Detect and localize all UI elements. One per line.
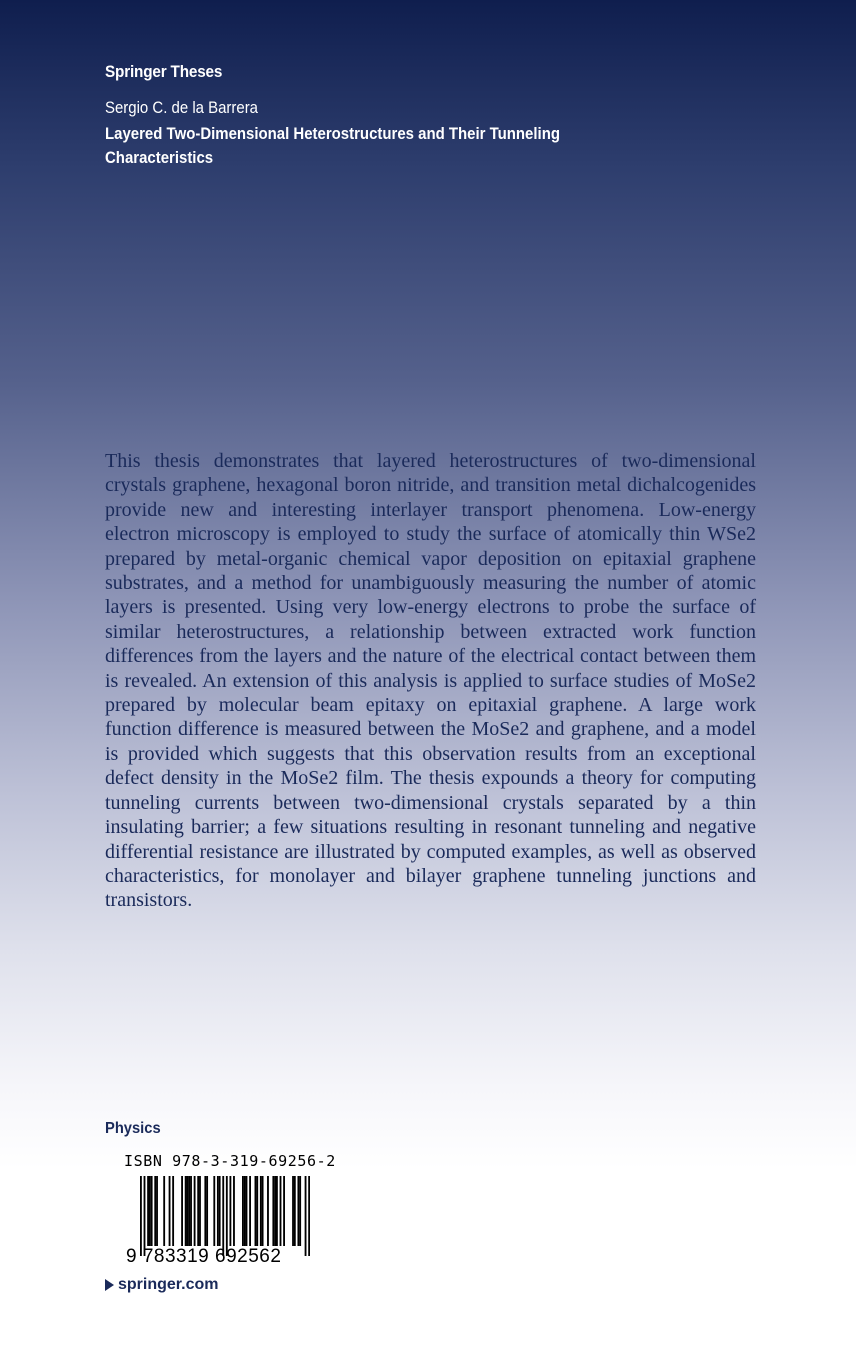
- publisher-weblink[interactable]: [105, 1276, 218, 1294]
- barcode-bar: [229, 1176, 231, 1246]
- barcode-bar: [181, 1176, 183, 1246]
- isbn-label: ISBN 978-3-319-69256-2: [124, 1152, 336, 1170]
- barcode-bar: [267, 1176, 269, 1246]
- author-name: Sergio C. de la Barrera: [105, 98, 259, 117]
- abstract-text: This thesis demonstrates that layered heterostructures of two-dimensional crystals graphene, hexagonal boron nitride, and transition metal dichalcogenides provide new and interesting interlayer transport phenomena. Low-energy electron microscopy is employed to study the surface of atomically thin WSe2 prepared by metal-organic chemical vapor deposition on epitaxial graphene substrates, and a method for unambiguously measuring the number of atomic layers is presented. Using very low-energy electrons to probe the surface of similar heterostructures, a relationship between extracted work function differences from the layers and the nature of the electrical contact between them is revealed. An extension of this analysis is applied to surface studies of MoSe2 prepared by molecular beam epitaxy on epitaxial graphene. A large work function difference is measured between the MoSe2 and graphene, and a model is provided which suggests that this observation results from an exceptional defect density in the MoSe2 film. The thesis expounds a theory for computing tunneling currents between two-dimensional crystals separated by a thin insulating barrier; a few situations resulting in resonant tunneling and negative differential resistance are illustrated by computed examples, as well as observed characteristics, for monolayer and bilayer graphene tunneling junctions and transistors.: [105, 450, 756, 912]
- barcode-bar: [185, 1176, 187, 1246]
- barcode-bar: [187, 1176, 189, 1246]
- barcode-bar: [154, 1176, 156, 1246]
- barcode-bar: [156, 1176, 158, 1246]
- barcode: [140, 1176, 310, 1256]
- barcode-bar: [217, 1176, 219, 1246]
- barcode-bar: [255, 1176, 257, 1246]
- barcode-bar: [204, 1176, 206, 1246]
- barcode-bar: [299, 1176, 301, 1246]
- barcode-bar: [149, 1176, 151, 1246]
- barcode-digits: 9 783319 692562: [126, 1246, 282, 1267]
- barcode-bar: [292, 1176, 294, 1246]
- weblink-text[interactable]: springer.com: [118, 1276, 219, 1293]
- barcode-bar: [226, 1176, 228, 1256]
- barcode-bar: [194, 1176, 196, 1246]
- barcode-bar: [272, 1176, 274, 1246]
- barcode-bar: [246, 1176, 248, 1246]
- barcode-bar: [190, 1176, 192, 1246]
- barcode-bar: [242, 1176, 244, 1246]
- barcode-bar: [147, 1176, 149, 1246]
- barcode-bar: [197, 1176, 199, 1246]
- barcode-bar: [144, 1176, 146, 1256]
- barcode-bar: [233, 1176, 235, 1246]
- barcode-bar: [294, 1176, 296, 1246]
- barcode-bar: [213, 1176, 215, 1246]
- barcode-bar: [276, 1176, 278, 1246]
- barcode-bar: [308, 1176, 310, 1256]
- barcode-bar: [222, 1176, 224, 1256]
- subject-label: Physics: [105, 1120, 161, 1137]
- barcode-bar: [188, 1176, 190, 1246]
- arrow-right-icon: [105, 1279, 114, 1291]
- barcode-bar: [297, 1176, 299, 1246]
- series-name: Springer Theses: [105, 62, 223, 81]
- barcode-bar: [280, 1176, 282, 1246]
- barcode-bar: [163, 1176, 165, 1246]
- barcode-bar: [219, 1176, 221, 1246]
- barcode-bar: [140, 1176, 142, 1256]
- barcode-bar: [256, 1176, 258, 1246]
- book-title: Layered Two-Dimensional Heterostructures and Their Tunneling Characteristics: [105, 124, 560, 167]
- barcode-bar: [260, 1176, 262, 1246]
- barcode-bar: [244, 1176, 246, 1246]
- barcode-bar: [305, 1176, 307, 1256]
- barcode-bar: [151, 1176, 153, 1246]
- barcode-bar: [274, 1176, 276, 1246]
- barcode-bar: [249, 1176, 251, 1246]
- barcode-bar: [199, 1176, 201, 1246]
- barcode-bar: [169, 1176, 171, 1246]
- barcode-bar: [283, 1176, 285, 1246]
- barcode-bar: [172, 1176, 174, 1246]
- barcode-bar: [262, 1176, 264, 1246]
- barcode-bar: [206, 1176, 208, 1246]
